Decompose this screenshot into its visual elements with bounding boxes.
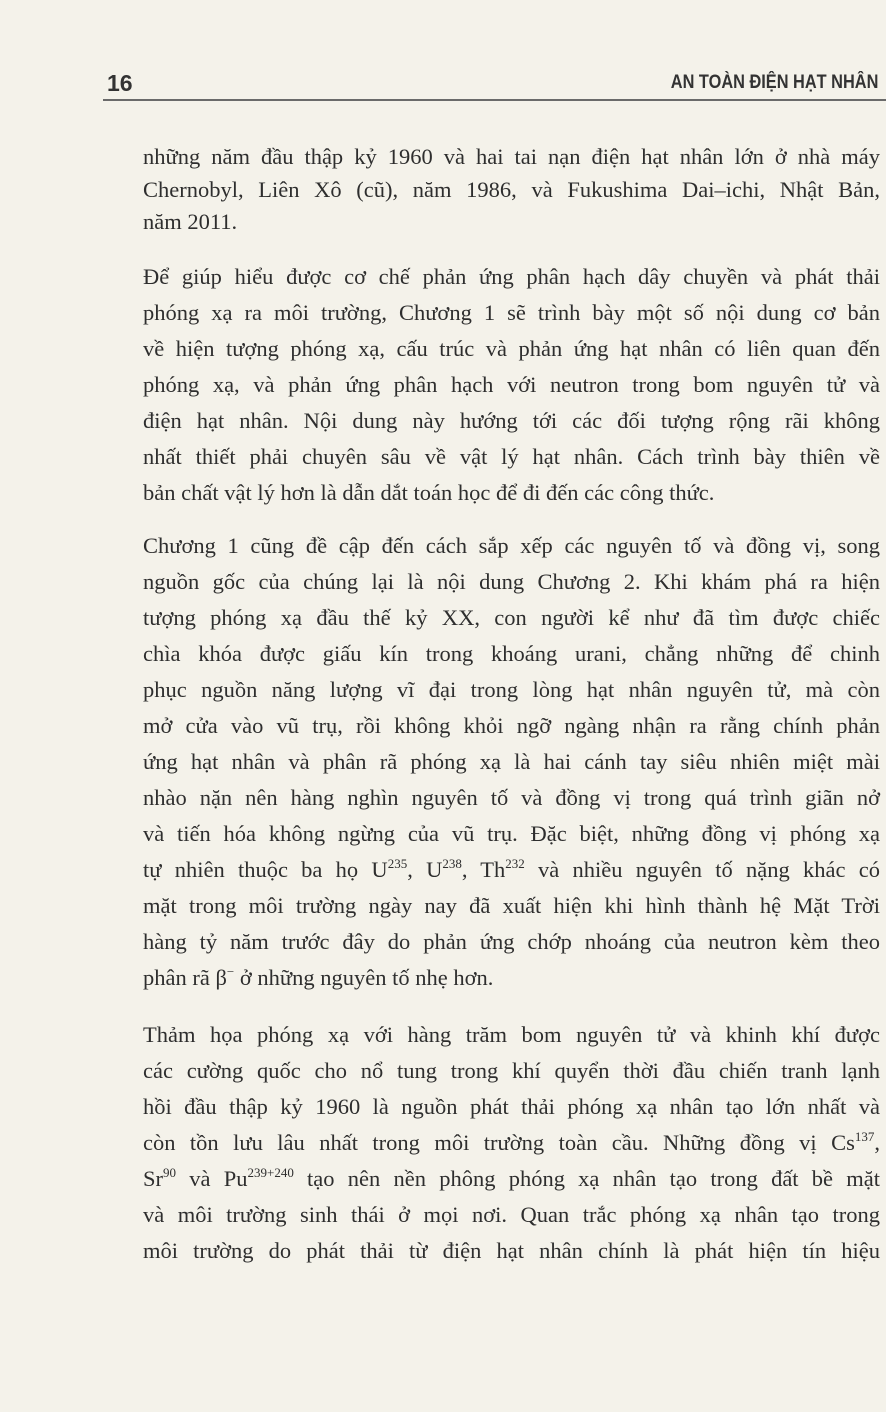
text-line: nguồn gốc của chúng lại là nội dung Chương 2. Khi khám phá ra hiện xyxy=(143,569,880,594)
text-line: nhào nặn nên hàng nghìn nguyên tố và đồng vị trong quá trình giãn nở xyxy=(143,785,880,810)
mass-number: 238 xyxy=(442,856,462,871)
text-line: Thảm họa phóng xạ với hàng trăm bom nguyên tử và khinh khí được xyxy=(143,1022,880,1047)
paragraph-1 xyxy=(143,141,880,239)
text-segment: và Pu xyxy=(176,1166,248,1191)
text-line: năm 2011. xyxy=(143,209,238,234)
text-line: Chương 1 cũng đề cập đến cách sắp xếp các nguyên tố và đồng vị, song xyxy=(143,533,880,558)
text-line: hồi đầu thập kỷ 1960 là nguồn phát thải phóng xạ nhân tạo lớn nhất và xyxy=(143,1094,880,1119)
text-segment: ở những nguyên tố nhẹ hơn. xyxy=(234,965,494,990)
text-line: Để giúp hiểu được cơ chế phản ứng phân hạch dây chuyền và phát thải xyxy=(143,264,880,289)
text-line: mở cửa vào vũ trụ, rồi không khỏi ngỡ ngàng nhận ra rằng chính phản xyxy=(143,713,880,738)
text-line: và tiến hóa không ngừng của vũ trụ. Đặc biệt, những đồng vị phóng xạ xyxy=(143,821,880,846)
text-line-with-superscripts xyxy=(143,1161,880,1197)
text-segment: còn tồn lưu lâu nhất trong môi trường toàn cầu. Những đồng vị Cs xyxy=(143,1130,855,1155)
text-line: các cường quốc cho nổ tung trong khí quyển thời đầu chiến tranh lạnh xyxy=(143,1058,880,1083)
text-line: những năm đầu thập kỷ 1960 và hai tai nạn điện hạt nhân lớn ở nhà máy xyxy=(143,144,880,169)
running-header-title: AN TOÀN ĐIỆN HẠT NHÂN xyxy=(670,72,878,93)
text-line: môi trường do phát thải từ điện hạt nhân chính là phát hiện tín hiệu xyxy=(143,1238,880,1263)
text-line-with-superscripts xyxy=(143,960,880,996)
text-line: về hiện tượng phóng xạ, cấu trúc và phản ứng hạt nhân có liên quan đến xyxy=(143,336,880,361)
text-line: mặt trong môi trường ngày nay đã xuất hiện khi hình thành hệ Mặt Trời xyxy=(143,893,880,918)
text-line: bản chất vật lý hơn là dẫn dắt toán học để đi đến các công thức. xyxy=(143,480,715,505)
text-line: nhất thiết phải chuyên sâu về vật lý hạt nhân. Cách trình bày thiên về xyxy=(143,444,880,469)
text-line: điện hạt nhân. Nội dung này hướng tới các đối tượng rộng rãi không xyxy=(143,408,880,433)
paragraph-2 xyxy=(143,259,880,511)
text-line: và môi trường sinh thái ở mọi nơi. Quan trắc phóng xạ nhân tạo trong xyxy=(143,1202,880,1227)
mass-number: 137 xyxy=(854,1129,875,1144)
text-line: tượng phóng xạ đầu thế kỷ XX, con người kể như đã tìm được chiếc xyxy=(143,605,880,630)
text-line: phóng xạ, và phản ứng phân hạch với neutron trong bom nguyên tử và xyxy=(143,372,880,397)
text-line: chìa khóa được giấu kín trong khoáng urani, chẳng những để chinh xyxy=(143,641,880,666)
text-line: ứng hạt nhân và phân rã phóng xạ là hai cánh tay siêu nhiên miệt mài xyxy=(143,749,880,774)
text-line-with-superscripts xyxy=(143,852,880,888)
text-segment: Sr xyxy=(143,1166,164,1191)
text-segment: , U xyxy=(407,857,443,882)
header-rule xyxy=(103,99,886,101)
page-number: 16 xyxy=(107,70,133,96)
text-segment: và nhiều nguyên tố nặng khác có xyxy=(524,857,880,882)
text-line: phục nguồn năng lượng vĩ đại trong lòng hạt nhân nguyên tử, mà còn xyxy=(143,677,880,702)
text-line: hàng tỷ năm trước đây do phản ứng chớp nhoáng của neutron kèm theo xyxy=(143,929,880,954)
text-segment: tạo nên nền phông phóng xạ nhân tạo trong đất bề mặt xyxy=(293,1166,880,1191)
mass-number: 235 xyxy=(387,856,408,871)
beta-minus-sign: − xyxy=(226,964,235,979)
mass-number: 232 xyxy=(505,856,525,871)
text-line: Chernobyl, Liên Xô (cũ), năm 1986, và Fukushima Dai–ichi, Nhật Bản, xyxy=(143,176,880,202)
mass-number: 90 xyxy=(163,1165,177,1180)
mass-number: 239+240 xyxy=(247,1165,294,1180)
text-line: phóng xạ ra môi trường, Chương 1 sẽ trình bày một số nội dung cơ bản xyxy=(143,300,880,325)
text-segment: , Th xyxy=(461,857,506,882)
paragraph-3 xyxy=(143,528,880,996)
text-segment: phân rã β xyxy=(143,965,227,990)
text-segment: , xyxy=(874,1130,880,1155)
text-segment: tự nhiên thuộc ba họ U xyxy=(143,857,388,882)
paragraph-4 xyxy=(143,1017,880,1269)
text-line-with-superscripts xyxy=(143,1125,880,1161)
